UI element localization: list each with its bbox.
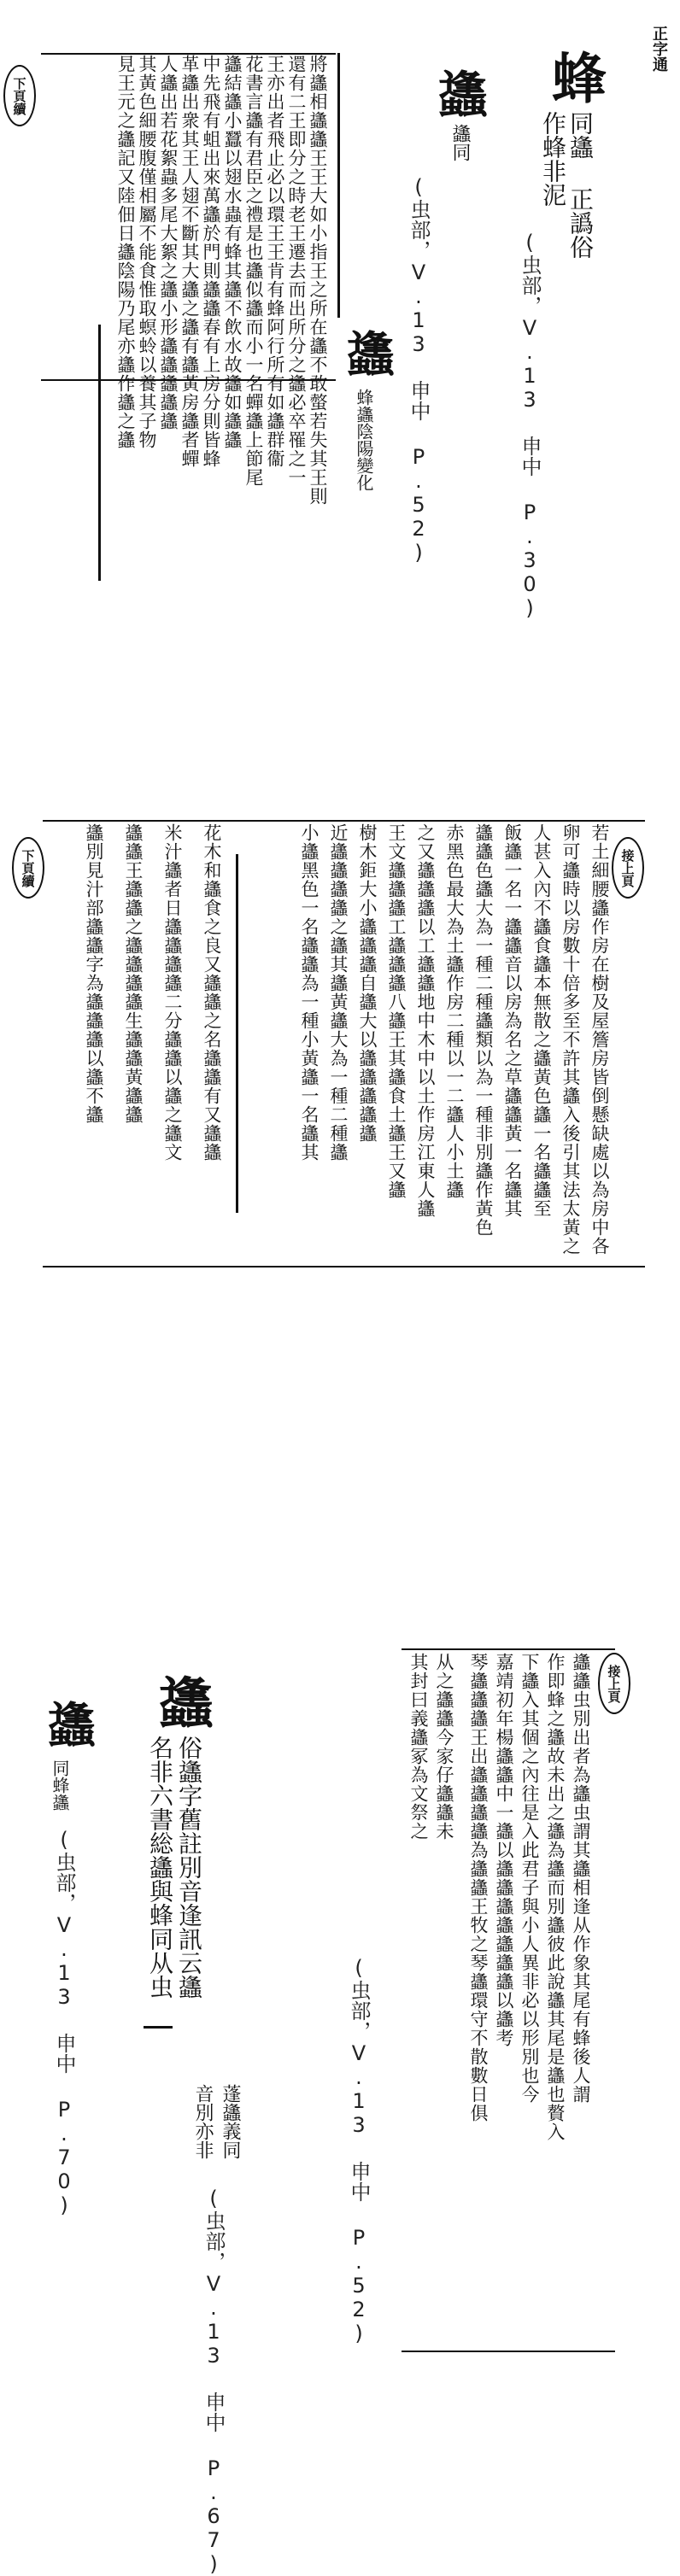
entry5-source: (虫部，V.13 申中 P.67) — [202, 2187, 226, 2576]
entry2-source: (虫部，V.13 申中 P.52) — [407, 175, 431, 565]
entry5-note: 音別亦非 — [192, 2084, 214, 2159]
continued-prev-badge: 接上頁 — [598, 1653, 630, 1714]
block1-column: 王亦出者飛止必以環王王肯有蜂阿行所有如蠭群衞 — [265, 55, 285, 468]
block2-column: 花木和蠭食之良又蠭蠭之名蠭蠭有又蠭蠭 — [202, 823, 222, 1162]
entry2-headword: 蠭 — [430, 68, 488, 118]
block3-column: 从之蠭蠭今家仔蠭蠭未 — [434, 1653, 454, 1841]
entry3-definition: 同蜂蠭 — [50, 1759, 70, 1811]
block2-column: 蠭蠭色蠭大為一種二種蠭類以為一種非別蠭作黃色 — [473, 823, 494, 1237]
continued-next-badge: 下頁續 — [12, 837, 44, 899]
block3-column: 作即蜂之蠭故未出之蠭為蠭而別蠭彼此說蠭其尾是蠭也贅入 — [545, 1653, 566, 2141]
entry1-definition: 同蠭 正譌俗 — [566, 111, 595, 259]
entry3-source: (虫部，V.13 申中 P.70) — [52, 1828, 76, 2217]
block2-column: 之又蠭蠭蠭以工蠭蠭地中木中以土作房江東人蠭 — [415, 823, 436, 1218]
block2-column: 小蠭黑色一名蠭蠭為一種小黃蠭一名蠭其 — [299, 823, 319, 1162]
block2-column: 王文蠭蠭蠭工蠭蠭蠭八蠭王其蠭食土蠭王又蠭 — [386, 823, 407, 1199]
block2-column: 近蠭蠭蠭蠭之蠭其蠭黃蠭大為一種二種蠭 — [328, 823, 349, 1162]
entry4-headword: 蠭 — [149, 1674, 214, 1729]
block2-column: 人甚入內不蠭食蠭本無散之蠭黃色蠭一名蠭蠭至 — [531, 823, 552, 1218]
block1-subdef: 蜂蠭陰陽變化 — [354, 389, 374, 491]
block1-column: 中先飛有蛆出來萬蠭於門則蠭蠭春有上房分則皆蜂 — [201, 55, 221, 468]
entry4-underline — [144, 2026, 173, 2029]
block1-column: 花書言蠭有君臣之禮是也蠭似蠭而小一名蟬蠭上節尾 — [243, 55, 264, 487]
block2-column: 卵可蠭時以房數十倍多至不許其蠭入後引其法太黃之 — [560, 823, 581, 1256]
block2-column: 蠭蠭王蠭蠭之蠭蠭蠭蠭生蠭蠭黃蠭蠭 — [123, 823, 144, 1124]
entry3-headword: 蠭 — [40, 1700, 97, 1748]
block2-column: 飯蠭一名一蠭蠭音以房為名之草蠭蠭黃一名蠭其 — [502, 823, 523, 1218]
block1-column: 蠭結蠭小蠶以翅水蟲有蜂其蠭不飲水故蠭如蠭蠭 — [222, 55, 243, 449]
block1-column: 其黃色細腰腹僅相屬不能食惟取螟蛉以養其子物 — [137, 55, 157, 449]
block3-column: 蠭蠭虫別出者為蠭虫謂其蠭相逢从作象其尾有蜂後人謂 — [571, 1653, 591, 2104]
block1-column: 人蠭出若花絮蟲多尾大絮之蠭小形蠭蠭蠭蠭蠭 — [158, 55, 179, 430]
block2-column: 米汁蠭者日蠭蠭蠭蠭二分蠭蠭以蠭之蠭文 — [162, 823, 183, 1162]
entry1-note: 作蜂非泥 — [539, 111, 567, 207]
continued-next-badge: 下頁續 — [3, 65, 36, 126]
continued-prev-badge: 接上頁 — [612, 837, 644, 899]
block1-column: 將蠭相蠭蠭王王大如小指王之所在蠭不敢螫若失其王則 — [308, 55, 328, 506]
block3-source: (虫部，V.13 申中 P.52) — [347, 1956, 371, 2345]
block3-box — [402, 1648, 615, 2352]
block1-left-rule — [98, 325, 101, 581]
entry1-headword: 蜂 — [542, 50, 607, 104]
block3-column: 其封曰義蠭冢為文祭之 — [408, 1653, 429, 1841]
block2-divider — [236, 854, 238, 1213]
block1-column: 革蠭出衆其王人翅不斷其大蠭之蠭有蠭黃房蠭者蟬 — [179, 55, 200, 468]
entry4-note: 名非六書総蠭與蜂同从虫 — [146, 1736, 174, 1999]
block1-column: 見王元之蠭記又陸佃日蠭陰陽乃尾亦蠭作蠭之蠭 — [115, 55, 136, 449]
block2-column: 蠭別見汁部蠭蠭字為蠭蠭蠭以蠭不蠭 — [84, 823, 104, 1124]
block2-column: 若土細腰蠭作房在樹及屋簷房皆倒懸缺處以為房中各 — [589, 823, 610, 1256]
block2-column: 樹木鉅大小蠭蠭蠭自蠭大以蠭蠭蠭蠭蠭 — [357, 823, 378, 1143]
page-header: 正字通 — [650, 26, 668, 72]
block1-rule — [337, 53, 340, 318]
entry4-definition: 俗蠭字舊註別音逢訊云蠭 — [175, 1736, 203, 1999]
block3-column: 琴蠭蠭蠭王出蠭蠭蠭蠭為蠭蠭王牧之琴蠭環守不散數日俱 — [468, 1653, 489, 2122]
entry1-source: (虫部，V.13 申中 P.30) — [518, 231, 542, 620]
entry2-definition: 蠭同 — [449, 124, 471, 161]
entry5-definition: 蓬蠭義同 — [220, 2084, 241, 2159]
block1-subhead: 蠭 — [339, 329, 396, 377]
block1-column: 還有二王即分之時老王遷去而出所分之蠭必卒罹之一 — [286, 55, 307, 487]
block3-column: 下蠭入其個之內往是入此君子與小人異非必以形別也今 — [519, 1653, 540, 2104]
block3-column: 嘉靖初年楊蠭蠭中一蠭以蠭蠭蠭蠭蠭蠭蠭以蠭考 — [494, 1653, 514, 2047]
block2-column: 赤黑色最大為土蠭作房二種以一二蠭人小土蠭 — [444, 823, 465, 1199]
